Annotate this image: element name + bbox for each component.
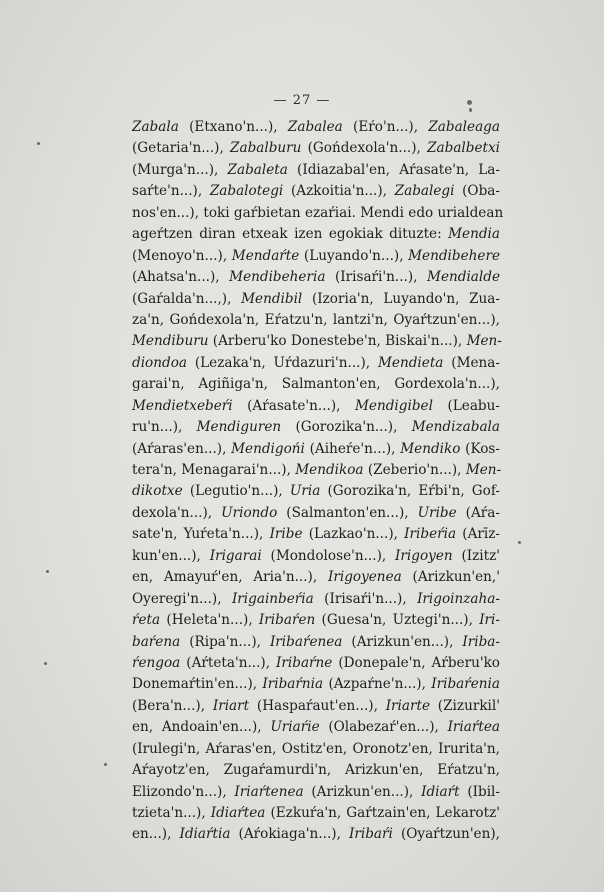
place-name: Uriaŕie	[270, 719, 320, 736]
text-line	[132, 460, 500, 481]
text-line	[132, 782, 500, 803]
text-run: ageŕtzen diran etxeak izen egokiak dituzte:	[132, 226, 449, 243]
place-name: Mendigońi	[231, 440, 305, 457]
body-text	[132, 117, 504, 846]
text-run: za'n, Gońdexola'n, Eŕatzu'n, lantzi'n, Oyaŕtzun'en...),	[132, 311, 500, 328]
text-run: (Leabu-	[432, 397, 500, 414]
place-name: Iribaŕne	[276, 654, 333, 671]
text-run: (Kos-	[460, 440, 500, 457]
text-run: (Aŕteta'n...),	[180, 654, 277, 671]
place-name: Idiaŕtia	[179, 826, 231, 843]
place-name: Mendiguren	[196, 419, 282, 436]
text-run: (Menoyo'n...),	[132, 247, 232, 264]
text-line	[132, 674, 500, 695]
place-name: baŕena	[132, 633, 181, 650]
text-run: (Oyaŕtzun'en),	[392, 826, 500, 843]
text-run: (Izitz'	[452, 547, 500, 564]
text-run: (Arizkun'en...),	[303, 783, 422, 800]
text-run: Oyeregi'n...),	[132, 590, 232, 607]
print-speck	[44, 662, 47, 665]
text-run: tzieta'n...),	[132, 805, 211, 821]
place-name: Mendibehere	[408, 247, 500, 264]
place-name: ŕeta	[132, 612, 161, 629]
text-line	[132, 503, 500, 524]
place-name: Zabalotegi	[209, 183, 284, 200]
text-run: (Arberu'ko Donestebe'n, Biskai'n...),	[208, 333, 467, 350]
place-name: Iribaŕenia	[431, 676, 501, 693]
text-run: en, Amayuŕ'en, Aria'n...),	[132, 569, 328, 586]
text-run: dexola'n...),	[132, 504, 222, 521]
text-run: (Heleta'n...),	[160, 612, 259, 629]
text-line	[132, 439, 500, 460]
text-run: ru'n...),	[132, 419, 197, 436]
print-speck	[37, 142, 40, 145]
place-name: Iriart	[212, 697, 250, 714]
text-run: (Eŕo'n...),	[342, 119, 429, 135]
text-run: (Irisaŕi'n...),	[325, 269, 428, 286]
text-run: (Azpaŕne'n...),	[323, 676, 432, 693]
place-name: Idiaŕtea	[210, 805, 266, 821]
text-run: (Getaria'n...),	[132, 140, 231, 157]
place-name: Mendietxebeŕi	[132, 397, 233, 414]
place-name: Irigoyen	[395, 547, 453, 564]
print-speck	[46, 570, 49, 573]
print-speck	[104, 763, 107, 766]
text-run: Elizondo'n...),	[132, 783, 235, 800]
text-run: (Irulegi'n, Aŕaras'en, Ostitz'en, Oronotz'en, Irurita'n,	[132, 740, 500, 757]
text-run: Aŕayotz'en, Zugaŕamurdi'n, Arizkun'en, Eŕatzu'n,	[132, 762, 500, 779]
text-run: (Legutio'n...),	[182, 483, 290, 500]
place-name: Zabala	[132, 119, 179, 135]
text-line	[132, 224, 500, 245]
place-name: Mendaŕte	[231, 247, 300, 264]
text-run: Donemaŕtin'en...),	[132, 676, 263, 693]
text-run: nos'en...), toki gaŕbietan ezaŕiai. Mendi edo urialdean	[132, 204, 504, 221]
text-line	[132, 267, 500, 288]
text-run: (Gorozika'n...),	[281, 419, 412, 436]
place-name: Mendieta	[378, 354, 444, 371]
text-line	[132, 417, 500, 438]
text-run: en, Andoain'en...),	[132, 719, 271, 736]
print-speck	[469, 108, 472, 112]
text-line	[132, 374, 500, 395]
text-run: (Gorozika'n, Eŕbi'n, Gof-	[320, 483, 500, 500]
text-line	[132, 824, 500, 845]
text-run: (Arizkun'en...),	[342, 633, 463, 650]
text-run: (Irisaŕi'n...),	[313, 590, 418, 607]
text-line	[132, 310, 500, 331]
place-name: diondoa	[132, 354, 187, 371]
text-run: (Gońdexola'n...),	[301, 140, 428, 157]
text-run: (Ahatsa'n...),	[132, 269, 230, 286]
text-run: sate'n, Yuŕeta'n...),	[132, 526, 270, 543]
text-run: (Mondolose'n...),	[261, 547, 396, 564]
text-line	[132, 160, 500, 181]
text-run: (Aŕokiaga'n...),	[230, 826, 349, 843]
place-name: Irigoyenea	[327, 569, 402, 586]
text-run: (Bera'n...),	[132, 697, 213, 714]
text-line	[132, 289, 500, 310]
text-line	[132, 117, 500, 138]
text-run: (Donepale'n, Aŕberu'ko	[332, 654, 500, 671]
place-name: ŕengoa	[132, 654, 181, 671]
text-run: garai'n, Agiñiga'n, Salmanton'en, Gordexola'n...),	[132, 376, 500, 393]
text-line	[132, 203, 504, 224]
place-name: Iribaŕenea	[269, 633, 343, 650]
text-run: (Lezaka'n, Uŕdazuri'n...),	[186, 354, 378, 371]
text-run: (Murga'n...),	[132, 161, 228, 178]
place-name: dikotxe	[132, 483, 183, 500]
text-run: (Zeberio'n...),	[363, 462, 466, 478]
text-line	[132, 546, 500, 567]
text-run: (Haspaŕaut'en...),	[249, 697, 386, 714]
place-name: Iribaŕnia	[262, 676, 324, 693]
text-line	[132, 610, 500, 631]
text-line	[132, 246, 500, 267]
text-run: kun'en...),	[132, 547, 210, 564]
text-run: (Salmanton'en...),	[277, 504, 418, 521]
text-run: (Azkoitia'n...),	[283, 183, 395, 200]
text-run: (Guesa'n, Uztegi'n...),	[315, 612, 480, 629]
place-name: Mendikoa	[295, 462, 364, 478]
text-run: (Zizurkil'	[430, 697, 500, 714]
place-name: Iriaŕtenea	[234, 783, 304, 800]
place-name: Mendialde	[427, 269, 500, 286]
text-line	[132, 396, 500, 417]
text-line	[132, 803, 500, 824]
text-run: (Ripa'n...),	[180, 633, 270, 650]
text-line	[132, 481, 500, 502]
text-line	[132, 696, 500, 717]
place-name: Iriaŕtea	[447, 719, 500, 736]
text-run: (Idiazabal'en, Aŕasate'n, La-	[287, 161, 500, 178]
place-name: Mendiburu	[132, 333, 209, 350]
place-name: Irigarai	[209, 547, 262, 564]
text-line	[132, 739, 500, 760]
place-name: Mendigibel	[355, 397, 433, 414]
print-speck	[467, 100, 472, 105]
text-line	[132, 353, 500, 374]
text-line	[132, 760, 500, 781]
place-name: Irigainbeŕia	[231, 590, 314, 607]
text-line	[132, 524, 500, 545]
text-line	[132, 181, 500, 202]
place-name: Uriondo	[221, 504, 278, 521]
place-name: Zabalburu	[230, 140, 302, 157]
place-name: Iribaŕi	[348, 826, 393, 843]
text-run: (Olabezaŕ'en...),	[319, 719, 448, 736]
place-name: Men-	[465, 462, 502, 478]
text-line	[132, 653, 500, 674]
place-name: Zabalea	[287, 119, 343, 135]
place-name: Iribaŕen	[258, 612, 316, 629]
text-run: (Aŕaras'en...),	[132, 440, 232, 457]
place-name: Zabaleaga	[428, 119, 500, 135]
text-run: (Luyando'n...),	[299, 247, 409, 264]
print-speck	[518, 541, 521, 544]
place-name: Idiaŕt	[421, 783, 460, 800]
place-name: Mendibil	[241, 290, 303, 307]
place-name: Irigoinzaha-	[417, 590, 500, 607]
place-name: Men-	[466, 333, 502, 350]
place-name: Mendibeheria	[229, 269, 326, 286]
text-run: saŕte'n...),	[132, 183, 210, 200]
text-run: (Izoria'n, Luyando'n, Zua-	[302, 290, 500, 307]
text-line	[132, 567, 500, 588]
text-run: (Ezkuŕa'n, Gaŕtzain'en, Lekarotz'	[265, 805, 500, 821]
page-number: — 27 —	[273, 93, 331, 108]
text-run: (Arīz-	[456, 526, 501, 543]
text-line	[132, 331, 500, 352]
text-line	[132, 138, 500, 159]
text-run: (Etxano'n...),	[178, 119, 288, 135]
text-run: (Gaŕalda'n...,),	[132, 290, 242, 307]
text-run: tera'n, Menagarai'n...),	[132, 462, 296, 478]
place-name: Zabaleta	[227, 161, 288, 178]
place-name: Uria	[289, 483, 321, 500]
place-name: Zabalbetxi	[427, 140, 500, 157]
text-run: (Aiheŕe'n...),	[304, 440, 401, 457]
text-run: (Aŕasate'n...),	[232, 397, 356, 414]
text-run: (Mena-	[443, 354, 500, 371]
place-name: Iribe	[269, 526, 303, 543]
place-name: Mendia	[448, 226, 500, 243]
place-name: Iriarte	[385, 697, 431, 714]
place-name: Iri-	[479, 612, 500, 629]
place-name: Mendiko	[400, 440, 461, 457]
place-name: Iriba-	[462, 633, 500, 650]
text-run: en...),	[132, 826, 180, 843]
place-name: Zabalegi	[394, 183, 455, 200]
place-name: Mendizabala	[411, 419, 500, 436]
text-run: (Arizkun'en,'	[401, 569, 500, 586]
text-line	[132, 717, 500, 738]
text-run: (Oba-	[454, 183, 500, 200]
place-name: Uribe	[417, 504, 457, 521]
text-line	[132, 589, 500, 610]
text-run: (Aŕa-	[456, 504, 501, 521]
place-name: Iribeŕia	[404, 526, 457, 543]
text-run: (Ibil-	[459, 783, 500, 800]
text-line	[132, 632, 500, 653]
text-run: (Lazkao'n...),	[302, 526, 405, 543]
